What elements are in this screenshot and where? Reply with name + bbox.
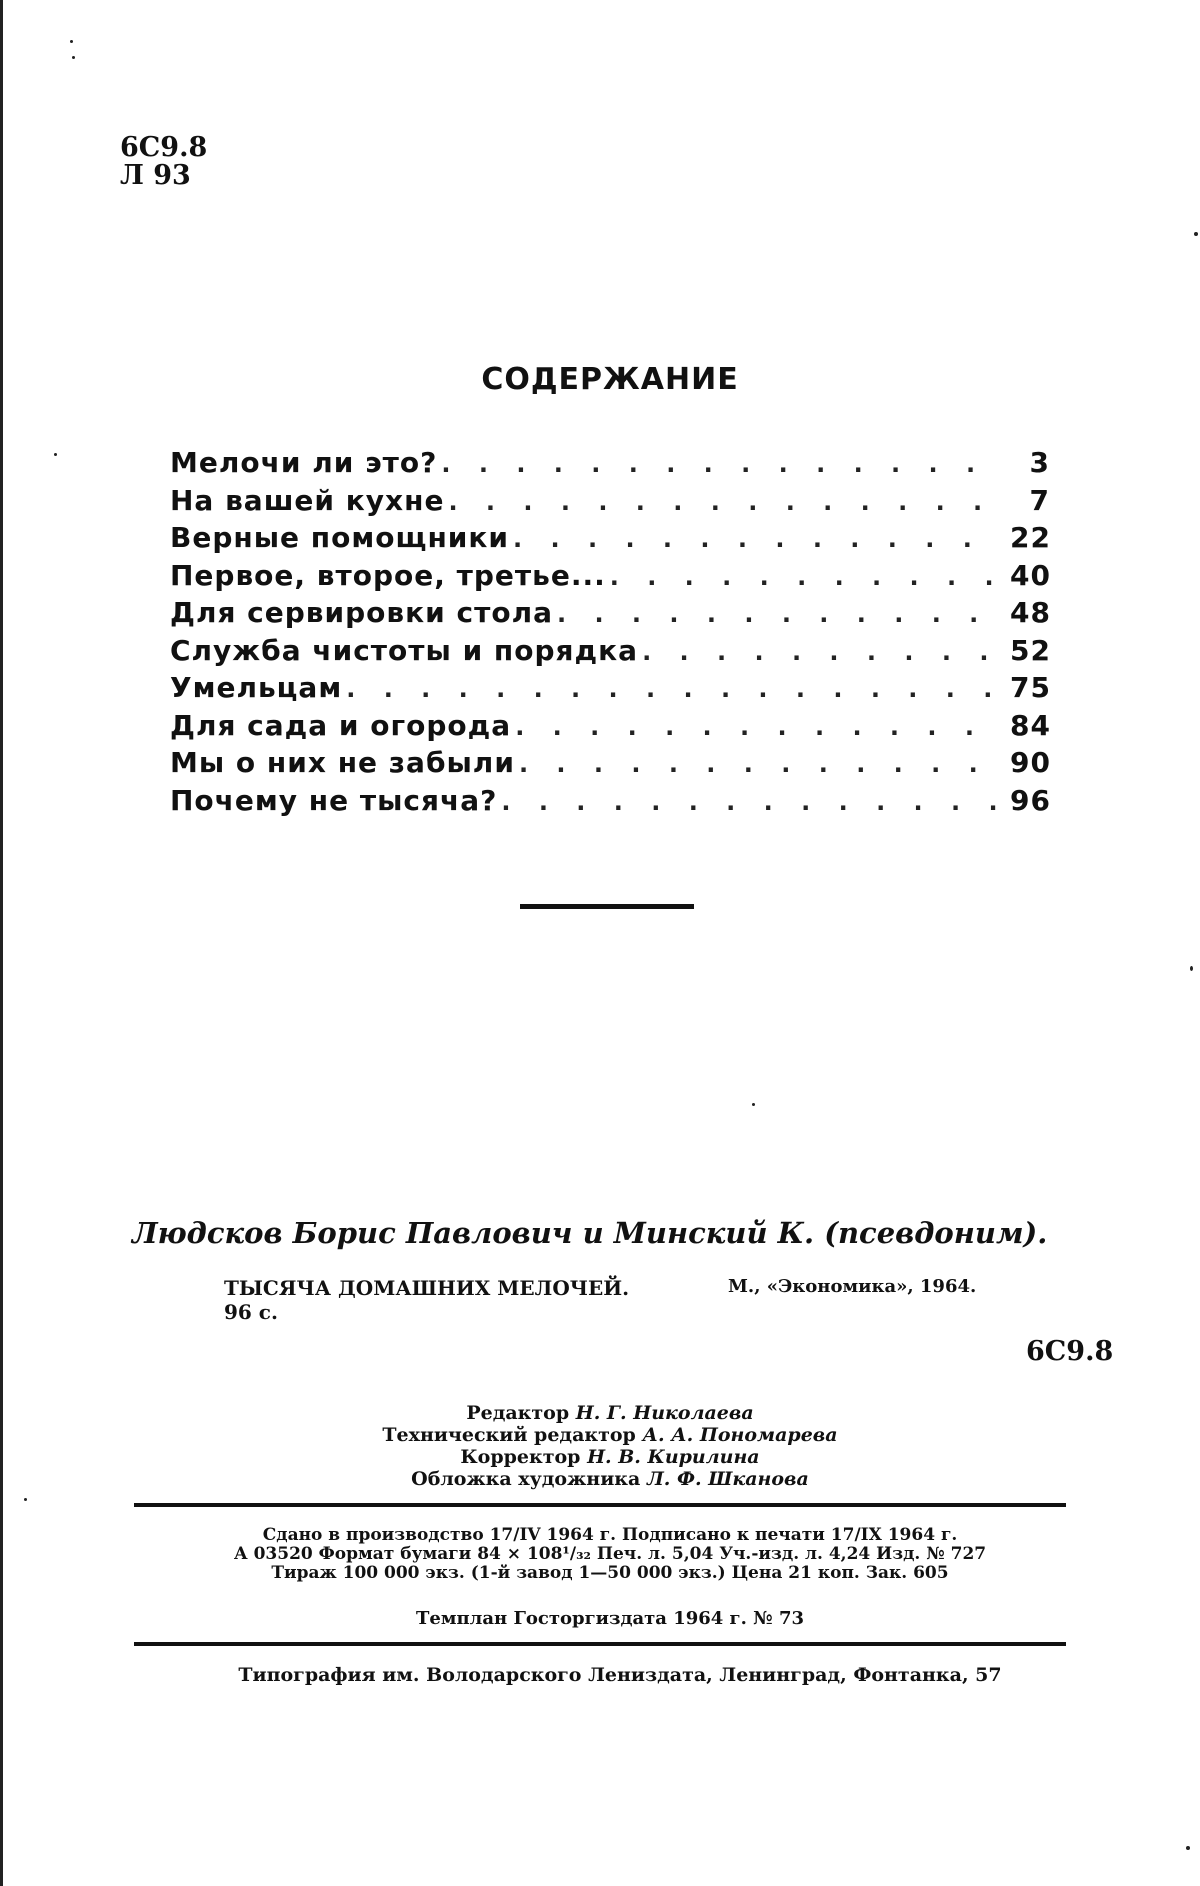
rule-line-bottom (134, 1642, 1066, 1646)
toc-entry (170, 784, 1050, 822)
print-line: А 03520 Формат бумаги 84 × 108¹/₃₂ Печ. л. 5,04 Уч.-изд. л. 4,24 Изд. № 727 (233, 1544, 987, 1564)
toc-entry-label: Для сада и огорода (170, 708, 512, 742)
credit-line (0, 1402, 1200, 1424)
toc-leader-dots (519, 750, 1002, 778)
toc-entry-label: На вашей кухне (170, 483, 445, 517)
toc-leader-dots (557, 600, 1002, 628)
toc-entry-page: 52 (1010, 633, 1051, 667)
credit-name: А. А. Пономарева (642, 1424, 838, 1446)
print-line: Сдано в производство 17/IV 1964 г. Подписано к печати 17/IX 1964 г. (262, 1525, 958, 1545)
classification-code (120, 134, 207, 190)
toc-title: СОДЕРЖАНИЕ (481, 362, 739, 397)
toc-entry-label: Для сервировки стола (170, 596, 553, 629)
credit-role: Технический редактор (382, 1424, 636, 1446)
toc-entry (170, 596, 1050, 634)
printing-house: Типография им. Володарского Лениздата, Ленинград, Фонтанка, 57 (238, 1664, 1002, 1686)
print-line: Тираж 100 000 экз. (1-й завод 1—50 000 экз.) Цена 21 коп. Зак. 605 (271, 1563, 949, 1583)
section-divider (520, 904, 694, 909)
credit-role: Редактор (466, 1402, 570, 1424)
toc-entry-label: Мы о них не забыли (170, 746, 515, 779)
toc-entry-label: Почему не тысяча? (170, 783, 498, 817)
toc-entry (170, 709, 1050, 747)
credit-line (0, 1424, 1200, 1446)
toc-entry-page: 48 (1010, 596, 1051, 629)
toc-entry (170, 746, 1050, 784)
toc-leader-dots (610, 563, 1002, 591)
toc-entry-label: Служба чистоты и порядка (170, 633, 639, 667)
toc-entry-label: Первое, второе, третье... (170, 558, 606, 592)
toc-entry (170, 671, 1050, 709)
toc-entry (170, 634, 1050, 672)
credit-line (0, 1446, 1200, 1468)
credit-name: Л. Ф. Шканова (646, 1468, 809, 1490)
toc-entry (170, 484, 1050, 522)
toc-entry-page: 7 (1029, 483, 1050, 517)
rule-line-top (134, 1503, 1066, 1507)
table-of-contents (170, 446, 1050, 821)
toc-leader-dots (346, 675, 1002, 703)
print-details (0, 1526, 1200, 1583)
classification-code-line1: 6С9.8 (120, 132, 208, 163)
author-line: Людсков Борис Павлович и Минский К. (псевдоним). (132, 1216, 1048, 1250)
classification-code-line2: Л 93 (120, 160, 191, 191)
credit-role: Обложка художника (411, 1468, 641, 1490)
toc-entry-page: 22 (1010, 521, 1051, 554)
toc-entry-label: Верные помощники (170, 521, 510, 554)
toc-entry-page: 96 (1010, 783, 1051, 817)
toc-entry-label: Умельцам (170, 671, 343, 704)
toc-leader-dots (515, 713, 1002, 741)
credit-name: Н. В. Кирилина (587, 1446, 760, 1468)
page-count: 96 с. (224, 1300, 278, 1324)
book-title: ТЫСЯЧА ДОМАШНИХ МЕЛОЧЕЙ. (224, 1276, 630, 1300)
credit-name: Н. Г. Николаева (575, 1402, 754, 1424)
page-edge-line (0, 0, 3, 1886)
classification-code-right: 6С9.8 (1026, 1336, 1114, 1367)
toc-leader-dots (642, 638, 1002, 666)
credits-block (0, 1402, 1200, 1490)
toc-entry (170, 559, 1050, 597)
toc-entry-page: 75 (1010, 671, 1051, 704)
toc-entry (170, 521, 1050, 559)
credit-role: Корректор (460, 1446, 581, 1468)
toc-leader-dots (501, 788, 1002, 816)
toc-leader-dots (448, 488, 1002, 516)
toc-entry-label: Мелочи ли это? (170, 446, 438, 479)
toc-entry-page: 40 (1010, 558, 1051, 592)
toc-entry-page: 90 (1010, 746, 1051, 779)
toc-entry-page: 84 (1010, 708, 1051, 742)
toc-entry-page: 3 (1029, 446, 1050, 479)
publishing-plan: Темплан Госторгиздата 1964 г. № 73 (415, 1608, 804, 1629)
toc-leader-dots (441, 450, 1002, 478)
credit-line (0, 1468, 1200, 1490)
publisher-info: М., «Экономика», 1964. (728, 1276, 977, 1297)
toc-leader-dots (513, 525, 1002, 553)
toc-entry (170, 446, 1050, 484)
